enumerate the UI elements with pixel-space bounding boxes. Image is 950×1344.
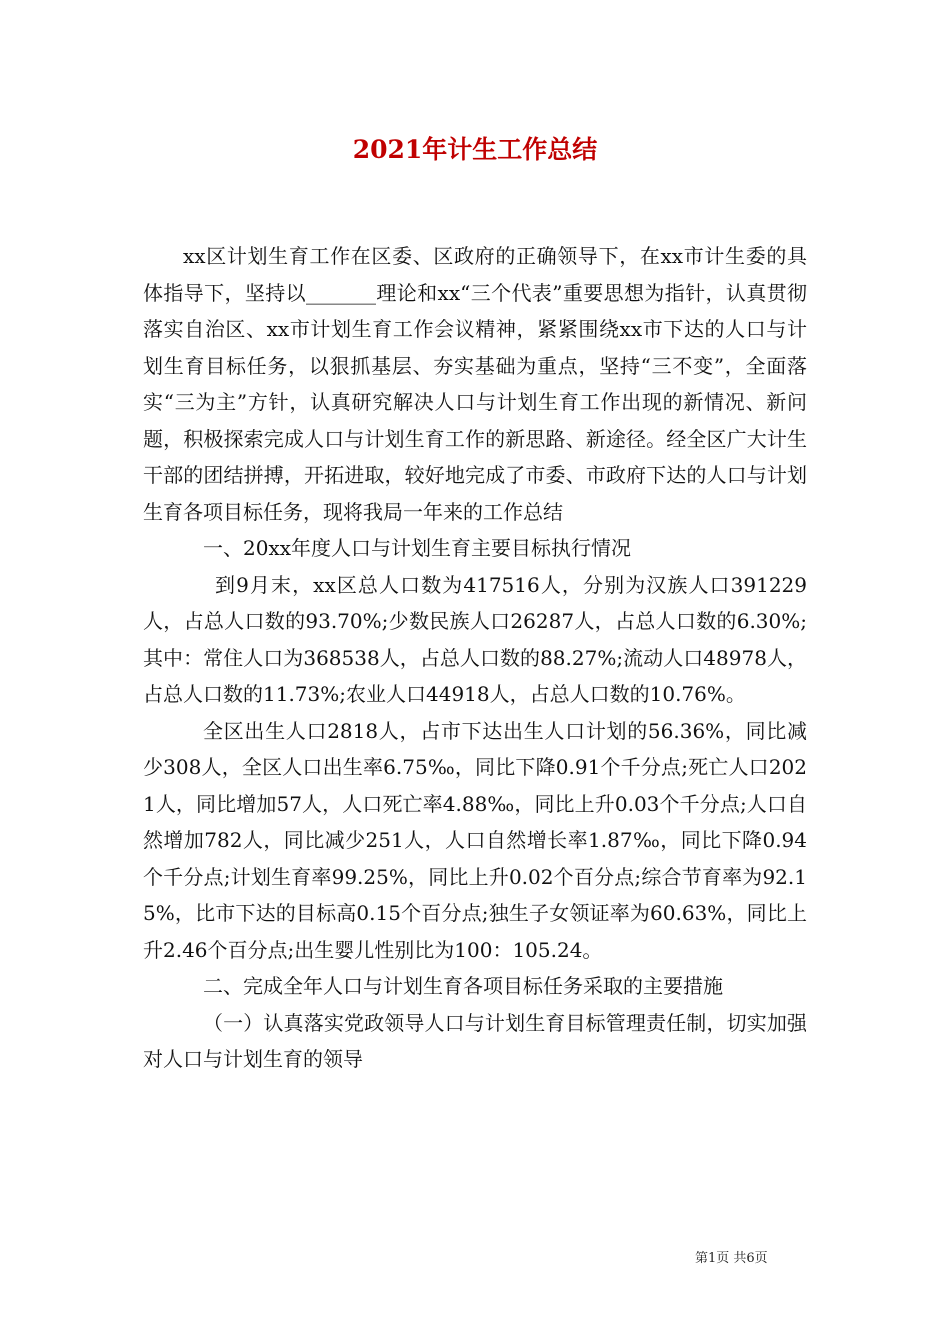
document-body bbox=[143, 238, 807, 1078]
subsection-heading-1: （一）认真落实党政领导人口与计划生育目标管理责任制，切实加强对人口与计划生育的领导 bbox=[143, 1010, 807, 1071]
paragraph-population: 到9月末，xx区总人口数为417516人，分别为汉族人口391229人，占总人口数的93.70%;少数民族人口26287人，占总人口数的6.30%;其中：常住人口为368538人，占总人口数的88.27%;流动人口48978人，占总人口数的11.73%;农业人口44918人，占总人口数的10.76%。 bbox=[143, 572, 807, 706]
paragraph-intro: xx区计划生育工作在区委、区政府的正确领导下，在xx市计生委的具体指导下，坚持以_______理论和xx“三个代表”重要思想为指针，认真贯彻落实自治区、xx市计划生育工作会议精神，紧紧围绕xx市下达的人口与计划生育目标任务，以狠抓基层、夯实基础为重点，坚持“三不变”，全面落实“三为主”方针，认真研究解决人口与计划生育工作出现的新情况、新问题，积极探索完成人口与计划生育工作的新思路、新途径。经全区广大计生干部的团结拼搏，开拓进取，较好地完成了市委、市政府下达的人口与计划生育各项目标任务，现将我局一年来的工作总结 bbox=[143, 244, 807, 524]
section-heading-1: 一、20xx年度人口与计划生育主要目标执行情况 bbox=[203, 536, 632, 560]
section-heading-2: 二、完成全年人口与计划生育各项目标任务采取的主要措施 bbox=[203, 974, 723, 998]
document-title: 2021年计生工作总结 bbox=[352, 135, 598, 164]
page-number-footer: 第1页 共6页 bbox=[695, 1251, 768, 1266]
paragraph-births: 全区出生人口2818人，占市下达出生人口计划的56.36%，同比减少308人，全区人口出生率6.75‰，同比下降0.91个千分点;死亡人口2021人，同比增加57人，人口死亡率4.88‰，同比上升0.03个千分点;人口自然增加782人，同比减少251人，人口自然增长率1.87‰，同比下降0.94个千分点;计划生育率99.25%，同比上升0.02个百分点;综合节育率为92.15%，比市下达的目标高0.15个百分点;独生子女领证率为60.63%，同比上升2.46个百分点;出生婴儿性别比为100：105.24。 bbox=[143, 718, 807, 962]
